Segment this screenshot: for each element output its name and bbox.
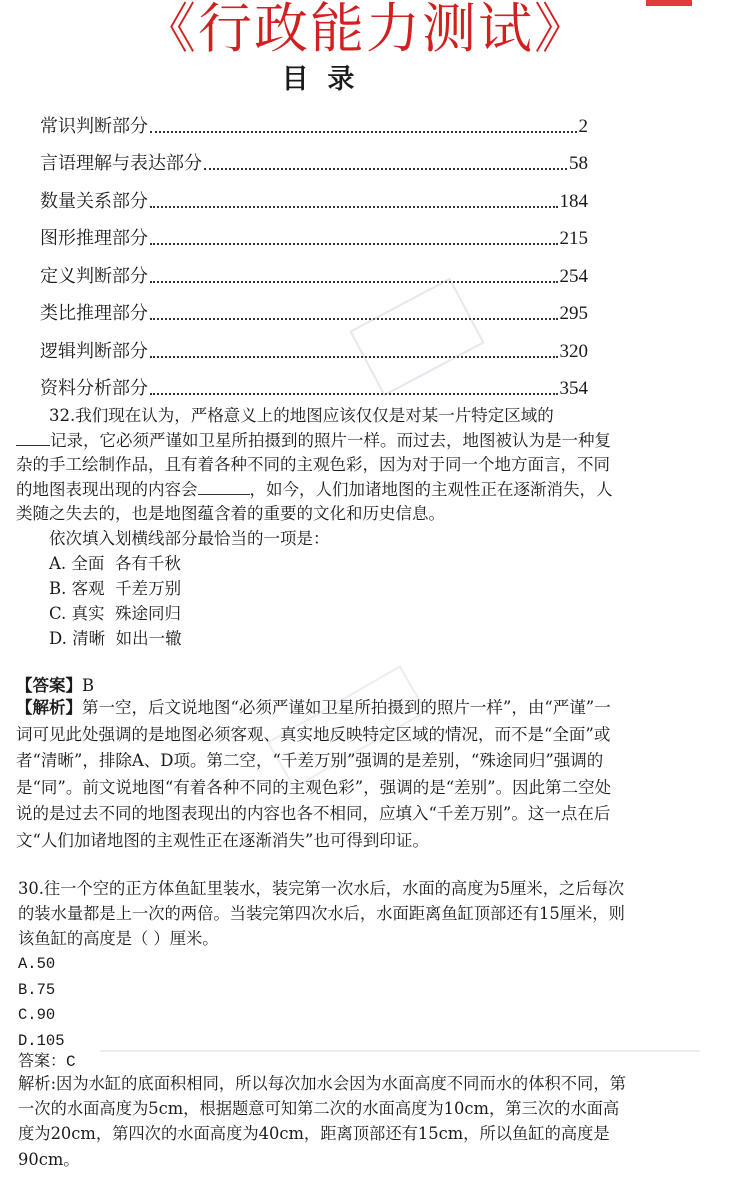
- toc-item[interactable]: [40, 325, 588, 363]
- toc-item-page: 254: [559, 265, 588, 287]
- toc-item-label: 定义判断部分: [40, 265, 148, 287]
- toc-item-label: 类比推理部分: [40, 303, 148, 324]
- toc-leader-dots: [150, 281, 558, 283]
- toc-item[interactable]: [40, 100, 588, 138]
- toc-item[interactable]: [40, 213, 588, 251]
- toc-item-page: 184: [559, 190, 588, 212]
- toc-leader-dots: [150, 206, 558, 208]
- toc-list: [40, 100, 588, 400]
- toc-leader-dots: [150, 356, 558, 358]
- option-d[interactable]: D.105: [18, 1031, 65, 1050]
- option-c[interactable]: C.90: [18, 1006, 56, 1024]
- option-a[interactable]: A.50: [18, 955, 56, 973]
- toc-item[interactable]: [40, 138, 588, 176]
- toc-item-page: 354: [559, 378, 588, 399]
- question-32-options: [49, 551, 182, 651]
- question-32-body: 记录，它必须严谨如卫星所拍摄到的照片一样。而过去，地图被认为是一种复杂的手工绘制作品，且有着各种不同的主观色彩，因为对于同一个地方面言，不同的地图表现出现的内容会: [16, 430, 611, 499]
- scan-artifact-line: [100, 1050, 700, 1052]
- fill-blank-2: [198, 478, 250, 495]
- question-30-options: [18, 952, 65, 1054]
- toc-heading: 目 录: [281, 64, 355, 95]
- toc-item-label: 常识判断部分: [40, 115, 148, 137]
- toc-item-label: 图形推理部分: [40, 228, 148, 249]
- question-32-tail: ，如今，人们加诸地图的主观性正在逐渐消失，人类随之失去的，也是地图蕴含着的重要的文化和历史信息。: [16, 479, 613, 523]
- answer-value: B: [82, 676, 95, 695]
- toc-item-label: 资料分析部分: [40, 378, 148, 399]
- question-32-explanation: [16, 695, 618, 855]
- toc-item-label: 数量关系部分: [40, 190, 148, 212]
- toc-item[interactable]: [40, 288, 588, 326]
- question-32-stem: [16, 404, 616, 551]
- toc-leader-dots: [150, 393, 558, 395]
- option-c[interactable]: C. 真实 殊途同归: [49, 604, 182, 623]
- question-32-prompt: 依次填入划横线部分最恰当的一项是：: [49, 528, 330, 548]
- question-32-line1: 32.我们现在认为，严格意义上的地图应该仅仅是对某一片特定区域的: [49, 406, 554, 425]
- toc-leader-dots: [204, 168, 567, 170]
- toc-item-label: 言语理解与表达部分: [40, 153, 202, 174]
- toc-leader-dots: [150, 243, 558, 245]
- toc-item-page: 215: [559, 228, 588, 249]
- toc-item[interactable]: [40, 175, 588, 213]
- toc-item[interactable]: [40, 250, 588, 288]
- toc-item-page: 295: [559, 303, 588, 324]
- option-a[interactable]: A. 全面 各有千秋: [49, 554, 181, 573]
- question-30-stem: 30.往一个空的正方体鱼缸里装水，装完第一次水后，水面的高度为5厘米，之后每次的装水量都是上一次的两倍。当装完第四次水后，水面距离鱼缸顶部还有15厘米，则该鱼缸的高度是（ ）厘米。: [18, 879, 625, 948]
- answer-value: C: [66, 1053, 76, 1071]
- question-30-explanation: 解析:因为水缸的底面积相同，所以每次加水会因为水面高度不同而水的体积不同，第一次的水面高度为5cm，根据题意可知第二次的水面高度为10cm，第三次的水面高度为20cm，第四次的水面高度为40cm，距离顶部还有15cm，所以鱼缸的高度是90cm。: [18, 1074, 626, 1169]
- answer-label: 答案：: [18, 1051, 67, 1070]
- option-b[interactable]: B. 客观 千差万别: [49, 579, 182, 598]
- toc-leader-dots: [150, 131, 577, 133]
- explanation-tag: 【解析】: [16, 698, 82, 717]
- fill-blank-1: [16, 429, 50, 446]
- option-b[interactable]: B.75: [18, 980, 56, 999]
- toc-item-label: 逻辑判断部分: [40, 340, 148, 362]
- toc-item-page: 58: [569, 153, 588, 174]
- toc-item-page: 320: [559, 340, 588, 362]
- toc-item-page: 2: [578, 115, 588, 137]
- explanation-text: 第一空，后文说地图“必须严谨如卫星所拍摄到的照片一样”，由“严谨”一词可见此处强调的是地图必须客观、真实地反映特定区域的情况，而不是“全面”或者“清晰”，排除A、D项。第二空，“千差万别”强调的是差别，“殊途同归”强调的是“同”。前文说地图“有着各种不同的主观色彩”，强调的是“差别”。因此第二空处说的是过去不同的地图表现出的内容也各不相同，应填入“千差万别”。这一点在后文“人们加诸地图的主观性正在逐渐消失”也可得到印证。: [16, 698, 612, 850]
- document-title: 《行政能力测试》: [142, 0, 590, 60]
- answer-tag: 【答案】: [16, 676, 82, 695]
- toc-leader-dots: [150, 318, 558, 320]
- option-d[interactable]: D. 清晰 如出一辙: [49, 629, 182, 648]
- toc-item[interactable]: [40, 363, 588, 401]
